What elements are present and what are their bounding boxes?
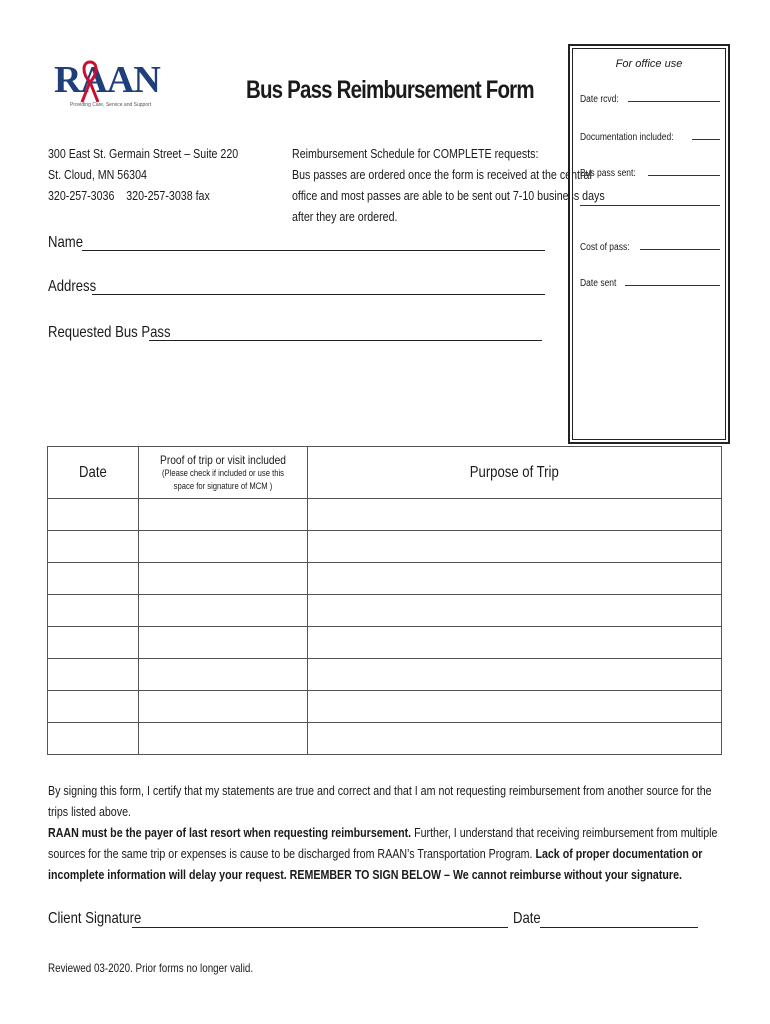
- name-field[interactable]: [82, 250, 545, 251]
- proof-column-header: Proof of trip or visit included (Please check if included or use this space for signature of MCM ): [139, 447, 308, 499]
- purpose-cell[interactable]: [308, 595, 722, 627]
- date-cell[interactable]: [48, 691, 139, 723]
- address-line-1: 300 East St. Germain Street – Suite 220: [48, 146, 239, 161]
- table-header-row: [48, 447, 722, 499]
- date-sent-label: Date sent: [580, 278, 617, 289]
- schedule-heading: Reimbursement Schedule for COMPLETE requests:: [292, 146, 539, 161]
- proof-cell[interactable]: [139, 627, 308, 659]
- cost-of-pass-field[interactable]: [580, 242, 720, 253]
- client-signature-field[interactable]: [132, 927, 508, 928]
- cert-statement: By signing this form, I certify that my statements are true and correct and that I am not requesting reimbursement from another source for the trips listed above.: [48, 783, 712, 819]
- date-column-header: Date: [48, 447, 139, 499]
- date-received-label: Date rcvd:: [580, 94, 619, 105]
- table-row: [48, 691, 722, 723]
- logo-text: RAAN: [54, 59, 160, 101]
- date-cell[interactable]: [48, 595, 139, 627]
- bus-pass-sent-field[interactable]: [580, 168, 720, 179]
- cost-of-pass-label: Cost of pass:: [580, 242, 630, 253]
- name-label: Name: [48, 234, 84, 251]
- trip-table: [47, 446, 722, 755]
- signature-date-field[interactable]: [540, 927, 698, 928]
- documentation-field[interactable]: [580, 132, 720, 143]
- purpose-cell[interactable]: [308, 659, 722, 691]
- schedule-line: office and most passes are able to be sent out 7-10 business days: [292, 188, 605, 203]
- office-use-box: [568, 44, 730, 444]
- date-cell[interactable]: [48, 499, 139, 531]
- table-row: [48, 627, 722, 659]
- cert-payer-last-resort: RAAN must be the payer of last resort when requesting reimbursement.: [48, 825, 412, 840]
- table-row: [48, 723, 722, 755]
- table-row: [48, 659, 722, 691]
- org-address: [48, 143, 238, 206]
- address-line-2: St. Cloud, MN 56304: [48, 167, 147, 182]
- signature-date-label: Date: [513, 910, 541, 927]
- schedule-line: Bus passes are ordered once the form is received at the central: [292, 167, 592, 182]
- purpose-cell[interactable]: [308, 531, 722, 563]
- table-row: [48, 531, 722, 563]
- reimbursement-schedule: [292, 143, 605, 227]
- office-use-header: For office use: [615, 58, 683, 70]
- proof-cell[interactable]: [139, 499, 308, 531]
- purpose-cell[interactable]: [308, 499, 722, 531]
- trip-rows: [48, 499, 722, 755]
- table-row: [48, 595, 722, 627]
- address-label: Address: [48, 278, 97, 295]
- proof-cell[interactable]: [139, 691, 308, 723]
- date-cell[interactable]: [48, 659, 139, 691]
- ribbon-icon: [78, 60, 102, 104]
- proof-cell[interactable]: [139, 563, 308, 595]
- revision-note: Reviewed 03-2020. Prior forms no longer valid.: [48, 961, 254, 975]
- schedule-line: after they are ordered.: [292, 209, 398, 224]
- certification-text: [48, 780, 720, 885]
- bus-pass-label: Requested Bus Pass: [48, 324, 171, 341]
- purpose-cell[interactable]: [308, 627, 722, 659]
- logo-tagline: Providing Care, Service and Support: [70, 102, 152, 108]
- form-title: Bus Pass Reimbursement Form: [246, 76, 534, 104]
- client-signature-label: Client Signature: [48, 910, 142, 927]
- purpose-cell[interactable]: [308, 723, 722, 755]
- bus-pass-field[interactable]: [149, 340, 542, 341]
- date-cell[interactable]: [48, 531, 139, 563]
- date-cell[interactable]: [48, 563, 139, 595]
- raan-logo: [52, 58, 160, 118]
- bus-pass-sent-label: Bus pass sent:: [580, 168, 636, 179]
- address-field[interactable]: [92, 294, 545, 295]
- purpose-column-header: Purpose of Trip: [308, 447, 722, 499]
- proof-cell[interactable]: [139, 659, 308, 691]
- proof-cell[interactable]: [139, 595, 308, 627]
- date-sent-field[interactable]: [580, 278, 720, 289]
- proof-cell[interactable]: [139, 531, 308, 563]
- purpose-cell[interactable]: [308, 563, 722, 595]
- blank-office-field[interactable]: [580, 204, 720, 209]
- date-cell[interactable]: [48, 627, 139, 659]
- cert-discharge-warning: Further, I understand that receiving reimbursement from multiple sources for the same trip or expenses is cause to be discharged from RAAN’s Transportation Program.: [48, 825, 718, 861]
- date-received-field[interactable]: [580, 94, 720, 105]
- table-row: [48, 563, 722, 595]
- table-row: [48, 499, 722, 531]
- proof-cell[interactable]: [139, 723, 308, 755]
- cert-sign-reminder: Lack of proper documentation or incomplete information will delay your request. REMEMBER TO SIGN BELOW – We cannot reimburse without your signature.: [48, 846, 703, 882]
- documentation-label: Documentation included:: [580, 132, 674, 143]
- address-phone: 320-257-3036 320-257-3038 fax: [48, 188, 210, 203]
- date-cell[interactable]: [48, 723, 139, 755]
- purpose-cell[interactable]: [308, 691, 722, 723]
